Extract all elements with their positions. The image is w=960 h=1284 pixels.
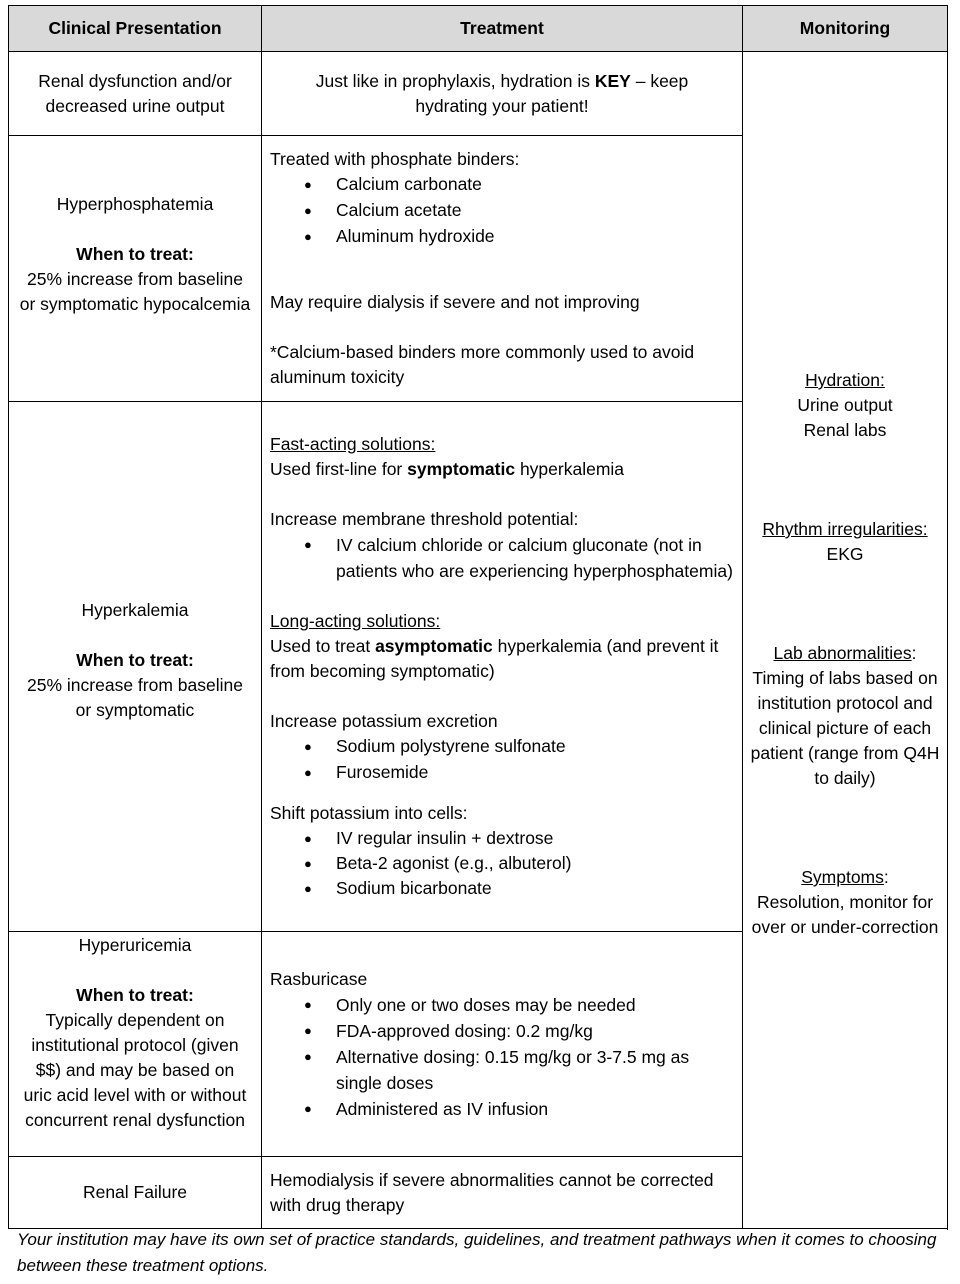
presentation-hyperuricemia: Hyperuricemia When to treat: Typically dependent on institutional protocol (given $$) and may be based on uric acid level with or without concurrent renal dysfunction [9, 932, 262, 1157]
list-item: ● IV calcium chloride or calcium gluconate (not in patients who are experiencing hyperphosphatemia) [270, 532, 736, 584]
monitoring-cell [743, 52, 948, 1229]
list-item: ● FDA-approved dosing: 0.2 mg/kg [270, 1018, 736, 1044]
monitoring-hydration: Hydration: Urine output Renal labs [797, 370, 893, 440]
treatment-renal-failure: Hemodialysis if severe abnormalities cannot be corrected with drug therapy [262, 1157, 743, 1229]
list-item: ● Alternative dosing: 0.15 mg/kg or 3-7.5 mg as single doses [270, 1044, 736, 1096]
list-item: ● Calcium carbonate [270, 172, 736, 197]
list-item: ● Calcium acetate [270, 198, 736, 223]
excretion-list [270, 734, 736, 785]
treatment-hyperuricemia: Rasburicase ● Only one or two doses may be needed ● FDA-approved dosing: 0.2 mg/kg ● Alternative dosing: 0.15 mg/kg or 3-7.5 mg as single doses ● Administered as IV infusion [262, 932, 743, 1157]
presentation-hyperphosphatemia: Hyperphosphatemia When to treat: 25% increase from baseline or symptomatic hypocalcemia [9, 136, 262, 402]
footer-note: Your institution may have its own set of practice standards, guidelines, and treatment pathways when it comes to choosing between these treatment options. [17, 1230, 937, 1275]
list-item: ● Furosemide [270, 760, 736, 785]
treatment-renal-dysfunction: Just like in prophylaxis, hydration is KEY – keep hydrating your patient! [262, 52, 743, 136]
list-item: ● Beta-2 agonist (e.g., albuterol) [270, 851, 736, 876]
list-item: ● Sodium polystyrene sulfonate [270, 734, 736, 759]
list-item: ● Sodium bicarbonate [270, 876, 736, 901]
monitoring-symptoms: Symptoms: Resolution, monitor for over or under-correction [751, 867, 939, 937]
phosphate-binder-list [270, 172, 736, 249]
treatment-hyperphosphatemia: Treated with phosphate binders: ● Calcium carbonate ● Calcium acetate ● Aluminum hydroxide May require dialysis if severe and not improving *Calcium-based binders more commonly used to avoid aluminum toxicity [262, 136, 743, 402]
list-item: ● IV regular insulin + dextrose [270, 826, 736, 851]
treatment-hyperkalemia: Fast-acting solutions: Used first-line for symptomatic hyperkalemia Increase membrane threshold potential: ● IV calcium chloride or calcium gluconate (not in patients who are experiencing hyperphosphatemia) Long-acting solutions: Used to treat asymptomatic hyperkalemia (and prevent it from becoming symptomatic) Increase potassium excretion ● Sodium polystyrene sulfonate ● Furosemide Shift potassium into cells: ● IV regular insulin + dextrose ● Beta-2 agonist (e.g., albuterol) ● Sodium bicarbonate [262, 402, 743, 932]
header-row [9, 6, 948, 52]
membrane-list [270, 532, 736, 584]
header-treatment: Treatment [262, 6, 743, 52]
header-monitoring: Monitoring [743, 6, 948, 52]
list-item: ● Aluminum hydroxide [270, 224, 736, 249]
list-item: ● Only one or two doses may be needed [270, 992, 736, 1018]
presentation-renal-failure: Renal Failure [9, 1157, 262, 1229]
monitoring-labs: Lab abnormalities: Timing of labs based on institution protocol and clinical picture of each patient (range from Q4H to daily) [750, 643, 940, 788]
presentation-renal-dysfunction: Renal dysfunction and/or decreased urine output [9, 52, 262, 136]
monitoring-rhythm: Rhythm irregularities: EKG [762, 519, 928, 564]
list-item: ● Administered as IV infusion [270, 1096, 736, 1122]
shift-list [270, 826, 736, 901]
table-row [9, 52, 948, 136]
header-presentation: Clinical Presentation [9, 6, 262, 52]
treatment-table [8, 5, 948, 1229]
rasburicase-list [270, 992, 736, 1122]
presentation-hyperkalemia: Hyperkalemia When to treat: 25% increase from baseline or symptomatic [9, 402, 262, 932]
